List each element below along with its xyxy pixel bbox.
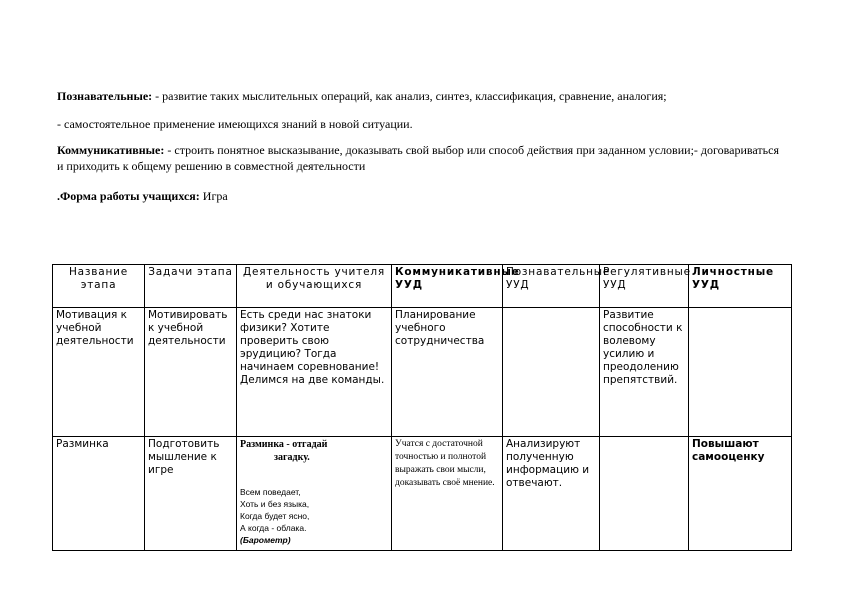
header-cognitive-uud: Познавательные УУД [503,265,600,308]
header-communicative-uud: Коммуникативные УУД [392,265,503,308]
table-header-row [53,265,792,308]
knowledge-application-paragraph [57,116,787,132]
table-row [53,308,792,437]
cell-cognitive: Анализируют полученную информацию и отвечают. [503,437,600,551]
riddle-title-line-2: загадку. [274,452,310,463]
cognitive-text: - развитие таких мыслительных операций, как анализ, синтез, классификация, сравнение, аналогия; [152,89,667,103]
header-personal-uud: Личностные УУД [689,265,792,308]
communicative-goals-paragraph [57,142,787,174]
cell-activity: Есть среди нас знатоки физики? Хотите проверить свою эрудицию? Тогда начинаем соревнование! Делимся на две команды. [237,308,392,437]
work-form-value: Игра [199,189,228,203]
cell-task: Подготовить мышление к игре [145,437,237,551]
cell-personal: Повышают самооценку [689,437,792,551]
riddle-line: А когда - облака. [240,523,307,533]
knowledge-application-text: - самостоятельное применение имеющихся знаний в новой ситуации. [57,117,413,131]
cognitive-label: Познавательные: [57,89,153,103]
communicative-text: - строить понятное высказывание, доказывать свой выбор или способ действия при заданном условии;- договариваться и приходить к общему решению в совместной деятельности [57,143,779,173]
cell-cognitive [503,308,600,437]
riddle-text [240,486,388,546]
cognitive-goals-paragraph [57,88,787,104]
header-stage-tasks: Задачи этапа [145,265,237,308]
cell-communicative: Учатся с достаточной точностью и полнотой выражать свои мысли, доказывать своё мнение. [392,437,503,551]
work-form-paragraph [57,188,787,204]
cell-activity [237,437,392,551]
header-regulatory-uud: Регулятивные УУД [600,265,689,308]
cell-personal [689,308,792,437]
riddle-title-line-1: Разминка - отгадай [240,439,328,450]
cell-task: Мотивировать к учебной деятельности [145,308,237,437]
header-stage-name: Название этапа [53,265,145,308]
cell-stage: Разминка [53,437,145,551]
cell-regulatory: Развитие способности к волевому усилию и преодолению препятствий. [600,308,689,437]
riddle-line: Когда будет ясно, [240,511,310,521]
cell-communicative: Планирование учебного сотрудничества [392,308,503,437]
cell-stage: Мотивация к учебной деятельности [53,308,145,437]
riddle-title [240,438,388,464]
riddle-line: Хоть и без языка, [240,499,310,509]
table-row [53,437,792,551]
riddle-line: Всем поведает, [240,487,301,497]
work-form-label: .Форма работы учащихся: [57,189,200,203]
header-activity: Деятельность учителя и обучающихся [237,265,392,308]
cell-regulatory [600,437,689,551]
communicative-label: Коммуникативные: [57,143,165,157]
lesson-table [52,264,792,551]
riddle-answer: (Барометр) [240,535,291,545]
